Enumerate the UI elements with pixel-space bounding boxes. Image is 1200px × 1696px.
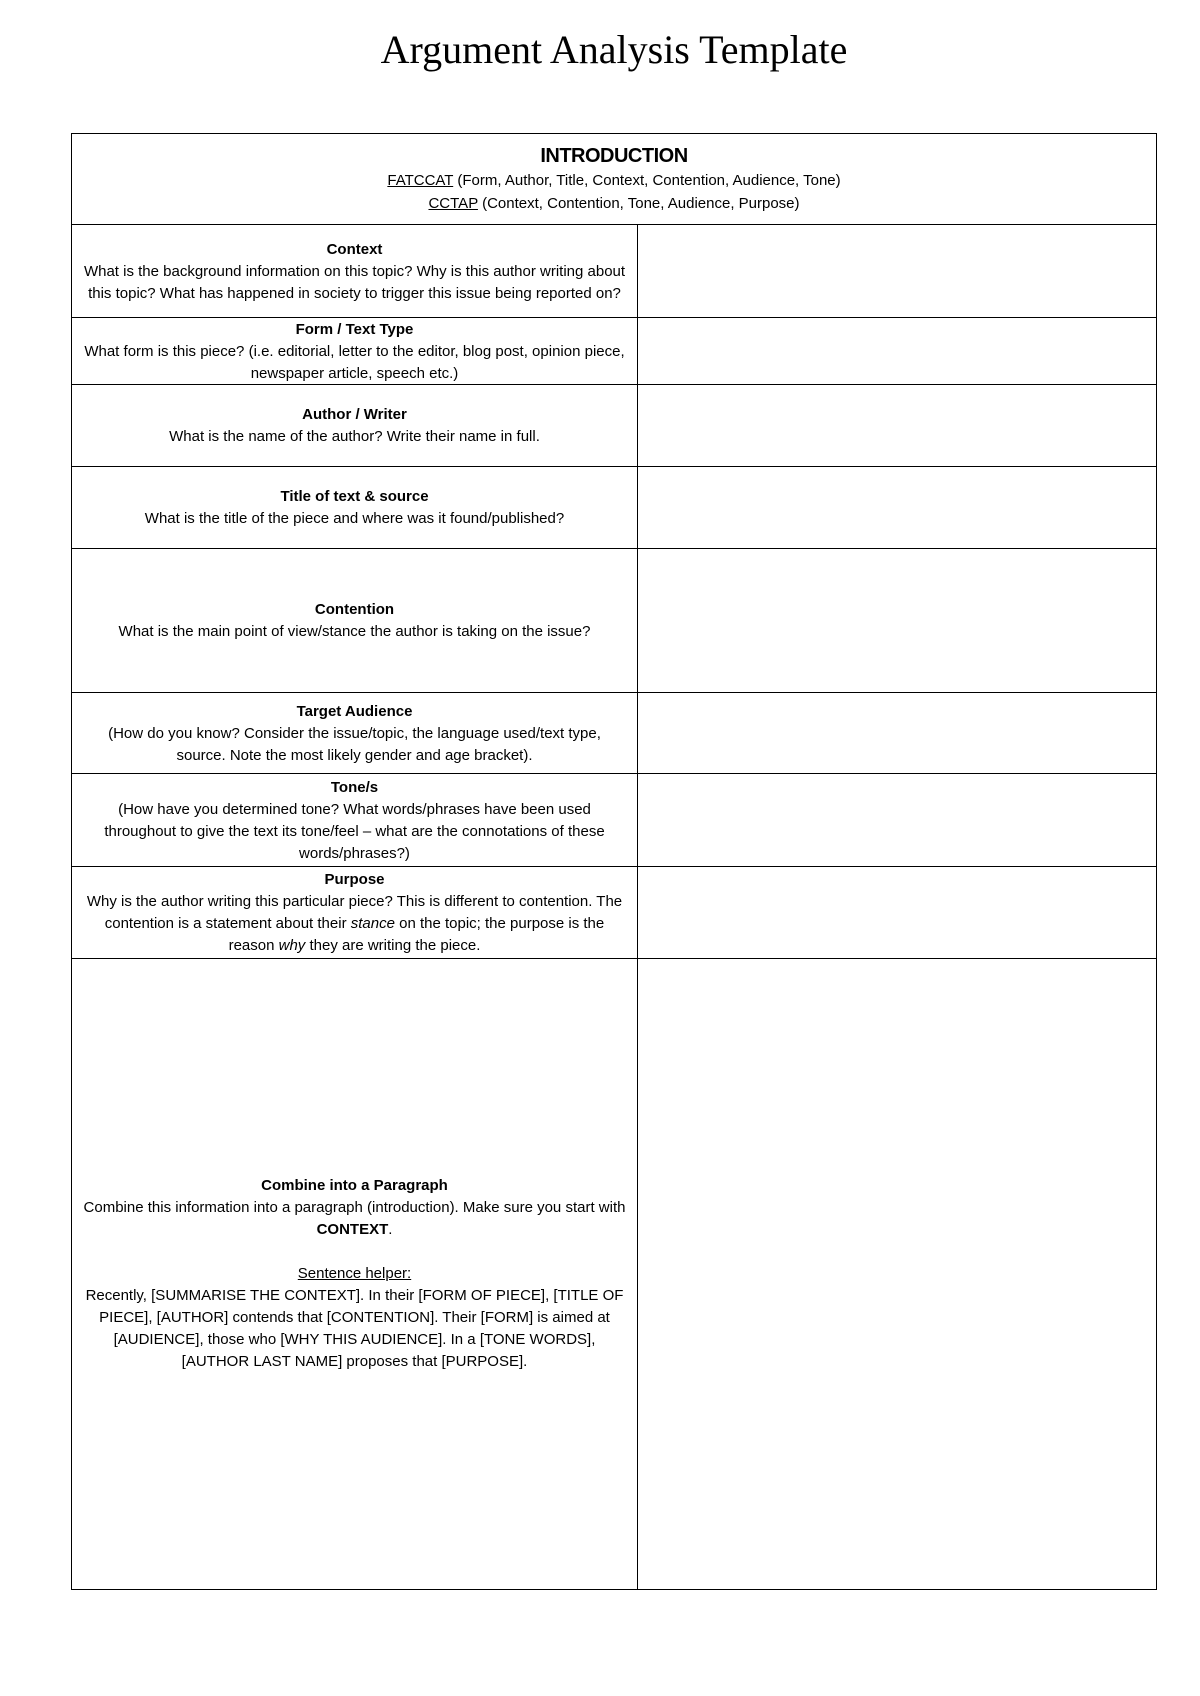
purpose-answer-cell[interactable] (639, 867, 1156, 959)
purpose-text-c: they are writing the piece. (305, 937, 481, 954)
row-prompt: What is the title of the piece and where was it found/published? (144, 510, 565, 527)
purpose-text-a: Why is the author writing this particular piece? This is different to contention. The contention is a statement about their (86, 893, 623, 932)
row-heading: Title of text & source (280, 488, 429, 505)
sentence-helper-label: Sentence helper: (297, 1265, 412, 1282)
row-prompt: What is the main point of view/stance the author is taking on the issue? (118, 623, 591, 640)
analysis-table (71, 133, 1157, 1590)
sentence-helper-text: Recently, [SUMMARISE THE CONTEXT]. In their [FORM OF PIECE], [TITLE OF PIECE], [AUTHOR] contends that [CONTENTION]. Their [FORM] is aimed at [AUDIENCE], those who [WHY THIS AUDIENCE]. In a [TONE WORDS], [AUTHOR LAST NAME] proposes that [PURPOSE]. (85, 1287, 624, 1370)
row-heading: Target Audience (296, 702, 413, 720)
row-prompt: (How have you determined tone? What words/phrases have been used throughout to give the text its tone/feel – what are the connotations of these words/phrases?) (104, 800, 605, 862)
context-answer-cell[interactable] (639, 225, 1156, 318)
combine-bold-context: CONTEXT (316, 1221, 389, 1238)
audience-answer-cell[interactable] (639, 693, 1156, 774)
row-prompt: What is the background information on this topic? Why is this author writing about this topic? What has happened in society to trigger this issue being reported on? (83, 262, 626, 302)
purpose-text-b: on the topic; the purpose is the reason (228, 915, 605, 954)
fatccat-expansion: (Form, Author, Title, Context, Contention, Audience, Tone) (453, 172, 841, 189)
row-prompt: (How do you know? Consider the issue/topic, the language used/text type, source. Note the most likely gender and age bracket). (108, 724, 601, 764)
fatccat-acronym: FATCCAT (387, 172, 454, 189)
combine-heading: Combine into a Paragraph (261, 1177, 448, 1194)
tone-answer-cell[interactable] (639, 774, 1156, 867)
row-heading: Form / Text Type (295, 320, 414, 338)
introduction-heading: INTRODUCTION (540, 145, 688, 167)
combine-text-end: . (388, 1221, 393, 1238)
author-row (72, 384, 1156, 467)
combine-prompt (82, 1197, 627, 1241)
row-prompt: What is the name of the author? Write their name in full. (169, 428, 540, 445)
cctap-acronym: CCTAP (428, 195, 478, 212)
page-title: Argument Analysis Template (380, 27, 848, 72)
row-heading: Context (326, 240, 383, 258)
form-row (72, 317, 1156, 385)
row-heading: Author / Writer (302, 406, 407, 423)
paragraph-answer-cell[interactable] (639, 959, 1156, 1589)
fatccat-line (387, 169, 840, 192)
row-prompt: What form is this piece? (i.e. editorial, letter to the editor, blog post, opinion piece, newspaper article, speech etc.) (84, 342, 625, 382)
form-answer-cell[interactable] (639, 318, 1156, 385)
context-row (72, 224, 1156, 318)
row-heading: Tone/s (330, 778, 379, 796)
tone-row (72, 773, 1156, 867)
combine-text: Combine this information into a paragraph (introduction). Make sure you start with (83, 1199, 626, 1216)
row-heading: Purpose (324, 871, 385, 888)
title-answer-cell[interactable] (639, 467, 1156, 549)
purpose-emphasis-why: why (278, 937, 306, 954)
contention-answer-cell[interactable] (639, 549, 1156, 693)
cctap-line (428, 192, 799, 215)
title-row (72, 466, 1156, 549)
purpose-emphasis-stance: stance (350, 915, 395, 932)
introduction-row (72, 134, 1156, 224)
cctap-expansion: (Context, Contention, Tone, Audience, Purpose) (477, 195, 800, 212)
combine-row (72, 958, 1156, 1589)
contention-row (72, 548, 1156, 693)
author-answer-cell[interactable] (639, 385, 1156, 467)
row-prompt (82, 891, 627, 957)
purpose-row (72, 866, 1156, 959)
row-heading: Contention (314, 601, 395, 618)
audience-row (72, 692, 1156, 774)
